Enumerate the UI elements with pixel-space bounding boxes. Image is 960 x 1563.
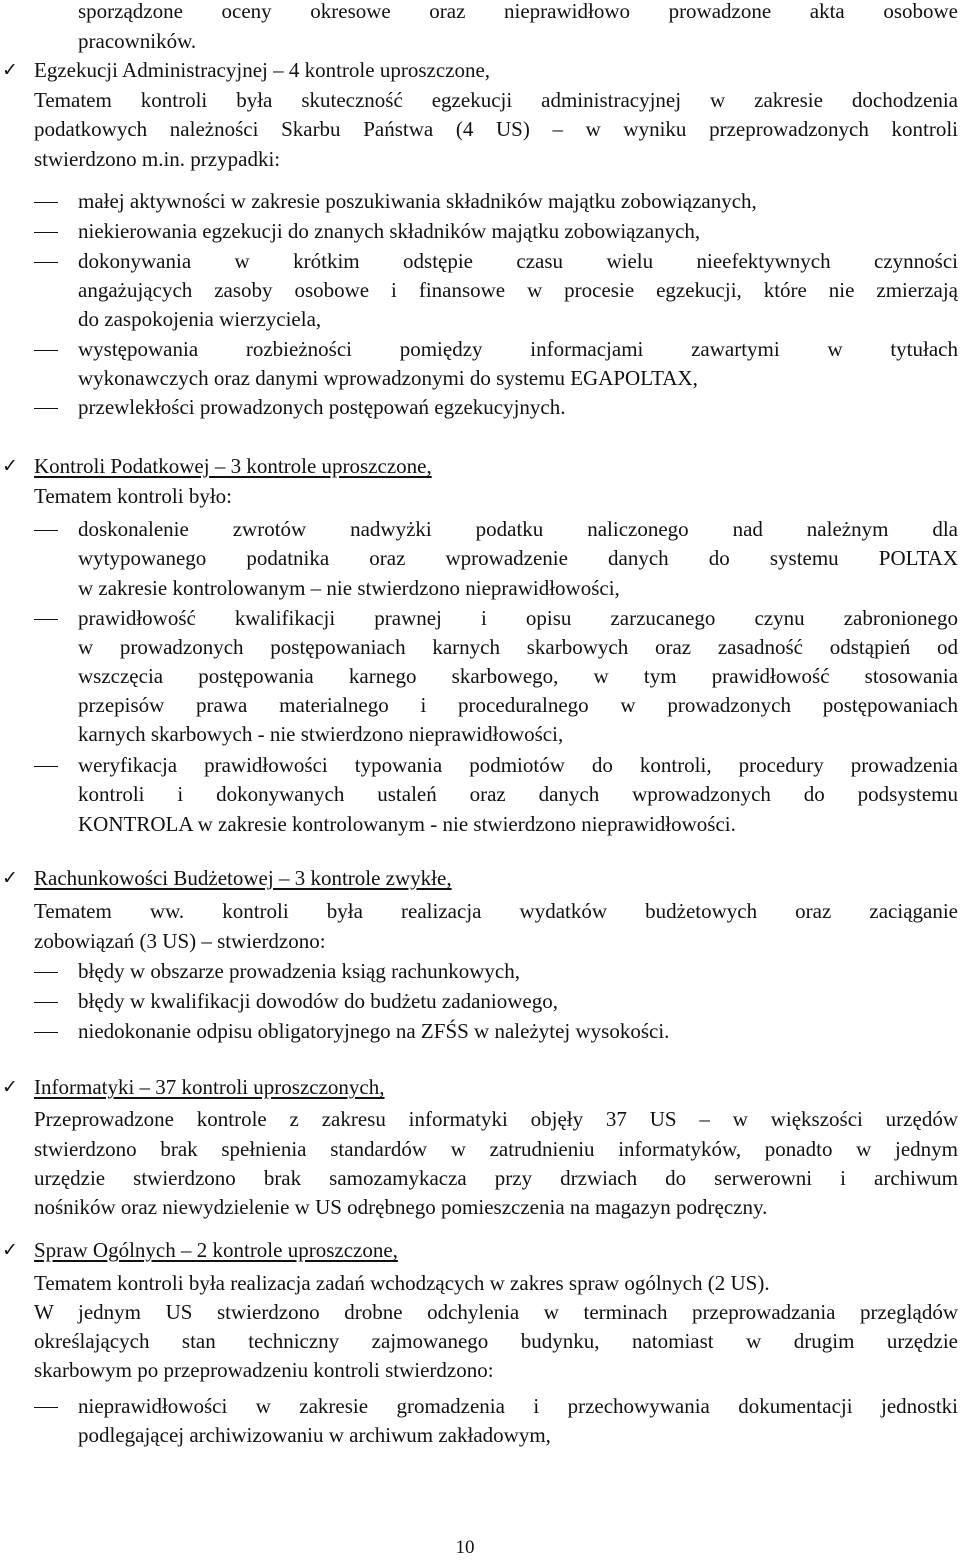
dash-bullet-icon [34, 202, 58, 203]
list-item: niedokonanie odpisu obligatoryjnego na ZFŚS w należytej wysokości. [78, 1019, 670, 1043]
text-line: Tematem ww. kontroli była realizacja wydatków budżetowych oraz zaciąganie [34, 899, 958, 923]
list-item-continuation: kontroli i dokonywanych ustaleń oraz danych wprowadzonych do podsystemu [78, 782, 958, 806]
text-line: pracowników. [78, 29, 197, 53]
dash-bullet-icon [34, 1407, 58, 1408]
list-item-continuation: w zakresie kontrolowanym – nie stwierdzono nieprawidłowości, [78, 576, 620, 600]
checkmark-icon: ✓ [2, 1239, 18, 1261]
dash-bullet-icon [34, 972, 58, 973]
list-item: przewlekłości prowadzonych postępowań egzekucyjnych. [78, 395, 566, 419]
dash-bullet-icon [34, 619, 58, 620]
list-item-continuation: karnych skarbowych - nie stwierdzono nieprawidłowości, [78, 722, 564, 746]
section-heading: Rachunkowości Budżetowej – 3 kontrole zwykłe, [34, 866, 452, 890]
list-item: prawidłowość kwalifikacji prawnej i opisu zarzucanego czynu zabronionego [78, 606, 958, 630]
list-item: błędy w kwalifikacji dowodów do budżetu zadaniowego, [78, 989, 558, 1013]
section-heading: Egzekucji Administracyjnej – 4 kontrole uproszczone, [34, 58, 491, 82]
text-line: podatkowych należności Skarbu Państwa (4 US) – w wyniku przeprowadzonych kontroli [34, 117, 958, 141]
text-line: zobowiązań (3 US) – stwierdzono: [34, 929, 326, 953]
text-line: Tematem kontroli była skuteczność egzekucji administracyjnej w zakresie dochodzenia [34, 88, 958, 112]
text-line: stwierdzono brak spełnienia standardów w zatrudnieniu informatyków, ponadto w jednym [34, 1137, 958, 1161]
list-item-continuation: w prowadzonych postępowaniach karnych skarbowych oraz zasadność odstąpień od [78, 635, 958, 659]
section-heading: Informatyki – 37 kontroli uproszczonych, [34, 1075, 385, 1099]
dash-bullet-icon [34, 1002, 58, 1003]
text-line: sporządzone oceny okresowe oraz nieprawidłowo prowadzone akta osobowe [78, 0, 958, 23]
list-item: weryfikacja prawidłowości typowania podmiotów do kontroli, procedury prowadzenia [78, 753, 958, 777]
list-item: dokonywania w krótkim odstępie czasu wielu nieefektywnych czynności [78, 249, 958, 273]
dash-bullet-icon [34, 530, 58, 531]
list-item-continuation: przepisów prawa materialnego i proceduralnego w prowadzonych postępowaniach [78, 693, 958, 717]
list-item-continuation: wszczęcia postępowania karnego skarbowego, w tym prawidłowość stosowania [78, 664, 958, 688]
text-line: określających stan techniczny zajmowanego budynku, natomiast w drugim urzędzie [34, 1329, 958, 1353]
page-number: 10 [455, 1537, 475, 1558]
text-line: Przeprowadzone kontrole z zakresu informatyki objęły 37 US – w większości urzędów [34, 1107, 958, 1131]
list-item: występowania rozbieżności pomiędzy informacjami zawartymi w tytułach [78, 337, 958, 361]
list-item-continuation: wykonawczych oraz danymi wprowadzonymi do systemu EGAPOLTAX, [78, 366, 698, 390]
dash-bullet-icon [34, 262, 58, 263]
text-line: Tematem kontroli była realizacja zadań wchodzących w zakres spraw ogólnych (2 US). [34, 1271, 770, 1295]
section-heading: Spraw Ogólnych – 2 kontrole uproszczone, [34, 1238, 398, 1262]
checkmark-icon: ✓ [2, 1076, 18, 1098]
checkmark-icon: ✓ [2, 455, 18, 477]
text-line: W jednym US stwierdzono drobne odchylenia w terminach przeprowadzania przeglądów [34, 1300, 958, 1324]
checkmark-icon: ✓ [2, 59, 18, 81]
text-line: nośników oraz niewydzielenie w US odrębnego pomieszczenia na magazyn podręczny. [34, 1195, 768, 1219]
list-item: nieprawidłowości w zakresie gromadzenia i przechowywania dokumentacji jednostki [78, 1394, 958, 1418]
text-line: urzędzie stwierdzono brak samozamykacza przy drzwiach do serwerowni i archiwum [34, 1166, 958, 1190]
text-line: skarbowym po przeprowadzeniu kontroli stwierdzono: [34, 1358, 494, 1382]
list-item: doskonalenie zwrotów nadwyżki podatku naliczonego nad należnym dla [78, 517, 958, 541]
list-item-continuation: KONTROLA w zakresie kontrolowanym - nie stwierdzono nieprawidłowości. [78, 812, 736, 836]
list-item: małej aktywności w zakresie poszukiwania składników majątku zobowiązanych, [78, 189, 757, 213]
list-item: niekierowania egzekucji do znanych składników majątku zobowiązanych, [78, 219, 701, 243]
section-heading: Kontroli Podatkowej – 3 kontrole uproszczone, [34, 454, 432, 478]
list-item: błędy w obszarze prowadzenia ksiąg rachunkowych, [78, 959, 520, 983]
text-line: Tematem kontroli było: [34, 484, 232, 508]
list-item-continuation: wytypowanego podatnika oraz wprowadzenie danych do systemu POLTAX [78, 546, 958, 570]
list-item-continuation: angażujących zasoby osobowe i finansowe w procesie egzekucji, które nie zmierzają [78, 278, 958, 302]
list-item-continuation: do zaspokojenia wierzyciela, [78, 307, 322, 331]
dash-bullet-icon [34, 350, 58, 351]
dash-bullet-icon [34, 408, 58, 409]
checkmark-icon: ✓ [2, 867, 18, 889]
dash-bullet-icon [34, 232, 58, 233]
text-line: stwierdzono m.in. przypadki: [34, 147, 281, 171]
dash-bullet-icon [34, 766, 58, 767]
dash-bullet-icon [34, 1032, 58, 1033]
list-item-continuation: podlegającej archiwizowaniu w archiwum zakładowym, [78, 1423, 551, 1447]
